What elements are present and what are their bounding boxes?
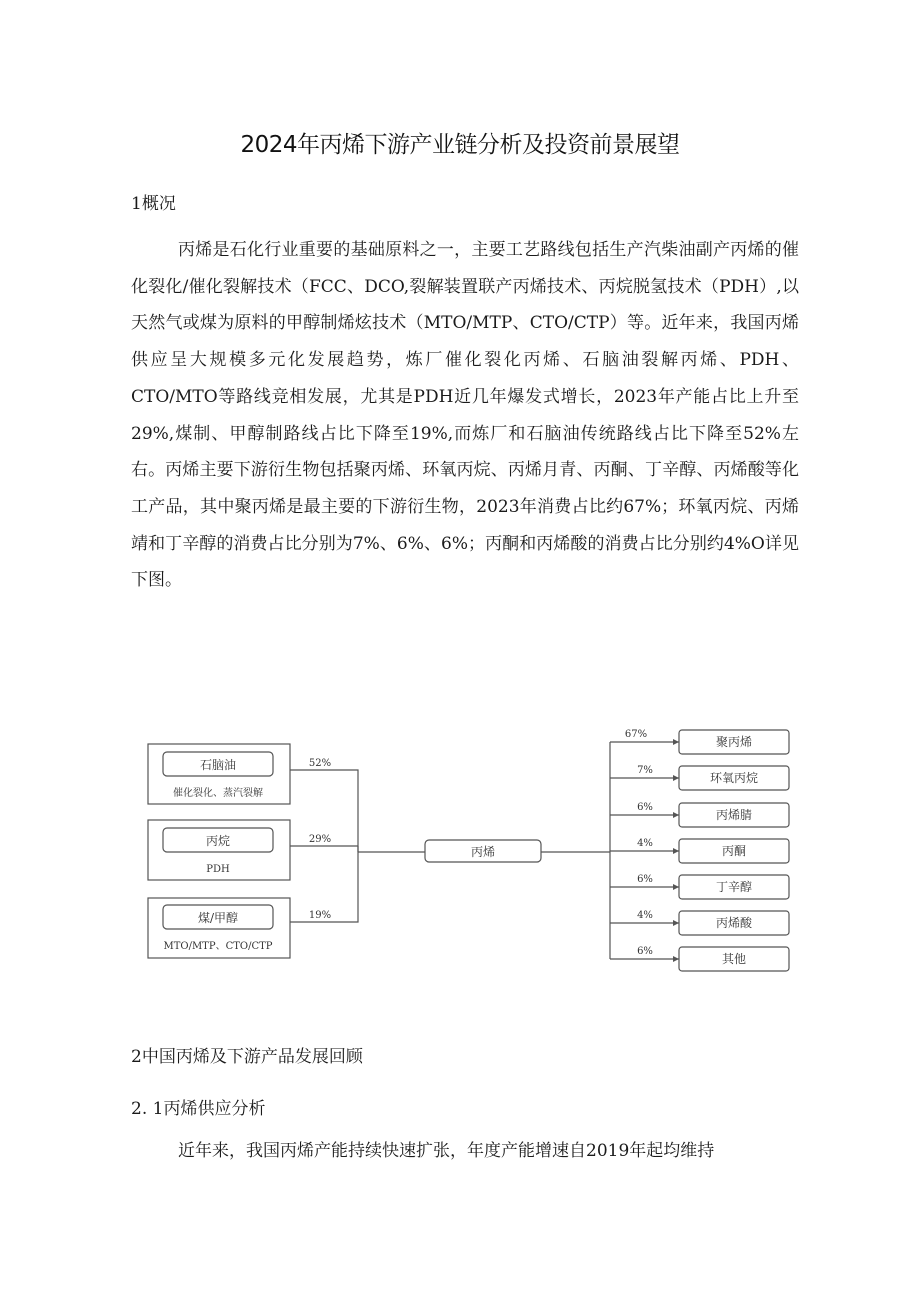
source-route-coal-methanol: MTO/MTP、CTO/CTP bbox=[163, 941, 273, 952]
source-share-propane: 29% bbox=[308, 834, 332, 845]
paragraph-supply bbox=[131, 1133, 799, 1170]
source-name-propane: 丙烷 bbox=[205, 834, 231, 848]
product-name-polypropylene: 聚丙烯 bbox=[715, 735, 753, 749]
arrowhead-icon bbox=[673, 739, 679, 745]
arrowhead-icon bbox=[673, 884, 679, 890]
product-share-acrylic-acid: 4% bbox=[637, 910, 653, 921]
section-heading-review: 2中国丙烯及下游产品发展回顾 bbox=[131, 1047, 363, 1067]
product-share-acrylonitrile: 6% bbox=[637, 802, 653, 813]
source-route-naphtha: 催化裂化、蒸汽裂解 bbox=[173, 788, 263, 799]
arrowhead-icon bbox=[673, 812, 679, 818]
arrowhead-icon bbox=[673, 848, 679, 854]
arrowhead-icon bbox=[673, 956, 679, 962]
source-share-naphtha: 52% bbox=[308, 758, 332, 769]
propylene-industry-chain-diagram bbox=[140, 722, 800, 977]
product-share-acetone: 4% bbox=[637, 838, 653, 849]
product-name-acrylonitrile: 丙烯腈 bbox=[715, 808, 753, 822]
paragraph-overview bbox=[131, 232, 799, 599]
product-name-acrylic-acid: 丙烯酸 bbox=[715, 916, 753, 930]
source-name-coal-methanol: 煤/甲醇 bbox=[197, 911, 239, 925]
product-name-propylene-oxide: 环氧丙烷 bbox=[709, 771, 759, 785]
paragraph-overview-text: 丙烯是石化行业重要的基础原料之一，主要工艺路线包括生产汽柴油副产丙烯的催化裂化/催化裂解技术（FCC、DCO,裂解装置联产丙烯技术、丙烷脱氢技术（PDH）,以天然气或煤为原料的甲醇制烯炫技术（MTO/MTP、CTO/CTP）等。近年来，我国丙烯供应呈大规模多元化发展趋势，炼厂催化裂化丙烯、石脑油裂解丙烯、PDH、CTO/MTO等路线竞相发展，尤其是PDH近几年爆发式增长，2023年产能占比上升至29%,煤制、甲醇制路线占比下降至19%,而炼厂和石脑油传统路线占比下降至52%左右。丙烯主要下游衍生物包括聚丙烯、环氧丙烷、丙烯月青、丙酮、丁辛醇、丙烯酸等化工产品，其中聚丙烯是最主要的下游衍生物，2023年消费占比约67%；环氧丙烷、丙烯靖和丁辛醇的消费占比分别为7%、6%、6%；丙酮和丙烯酸的消费占比分别约4%O详见下图。 bbox=[131, 240, 799, 591]
arrowhead-icon bbox=[673, 775, 679, 781]
product-name-octanol: 丁辛醇 bbox=[715, 880, 753, 894]
product-share-polypropylene: 67% bbox=[624, 729, 648, 740]
product-name-acetone: 丙酮 bbox=[721, 844, 747, 858]
center-label-propylene: 丙烯 bbox=[470, 845, 496, 859]
arrowhead-icon bbox=[673, 920, 679, 926]
section-heading-supply: 2. 1丙烯供应分析 bbox=[131, 1099, 266, 1119]
product-name-others: 其他 bbox=[721, 952, 747, 966]
source-name-naphtha: 石脑油 bbox=[199, 758, 237, 772]
product-share-others: 6% bbox=[637, 946, 653, 957]
product-share-octanol: 6% bbox=[637, 874, 653, 885]
source-share-coal-methanol: 19% bbox=[308, 910, 332, 921]
product-share-propylene-oxide: 7% bbox=[637, 765, 653, 776]
paragraph-supply-text: 近年来，我国丙烯产能持续快速扩张，年度产能增速自2019年起均维持 bbox=[178, 1141, 715, 1161]
document-title: 2024年丙烯下游产业链分析及投资前景展望 bbox=[240, 132, 680, 158]
source-route-propane: PDH bbox=[206, 864, 230, 875]
section-heading-overview: 1概况 bbox=[131, 194, 176, 214]
